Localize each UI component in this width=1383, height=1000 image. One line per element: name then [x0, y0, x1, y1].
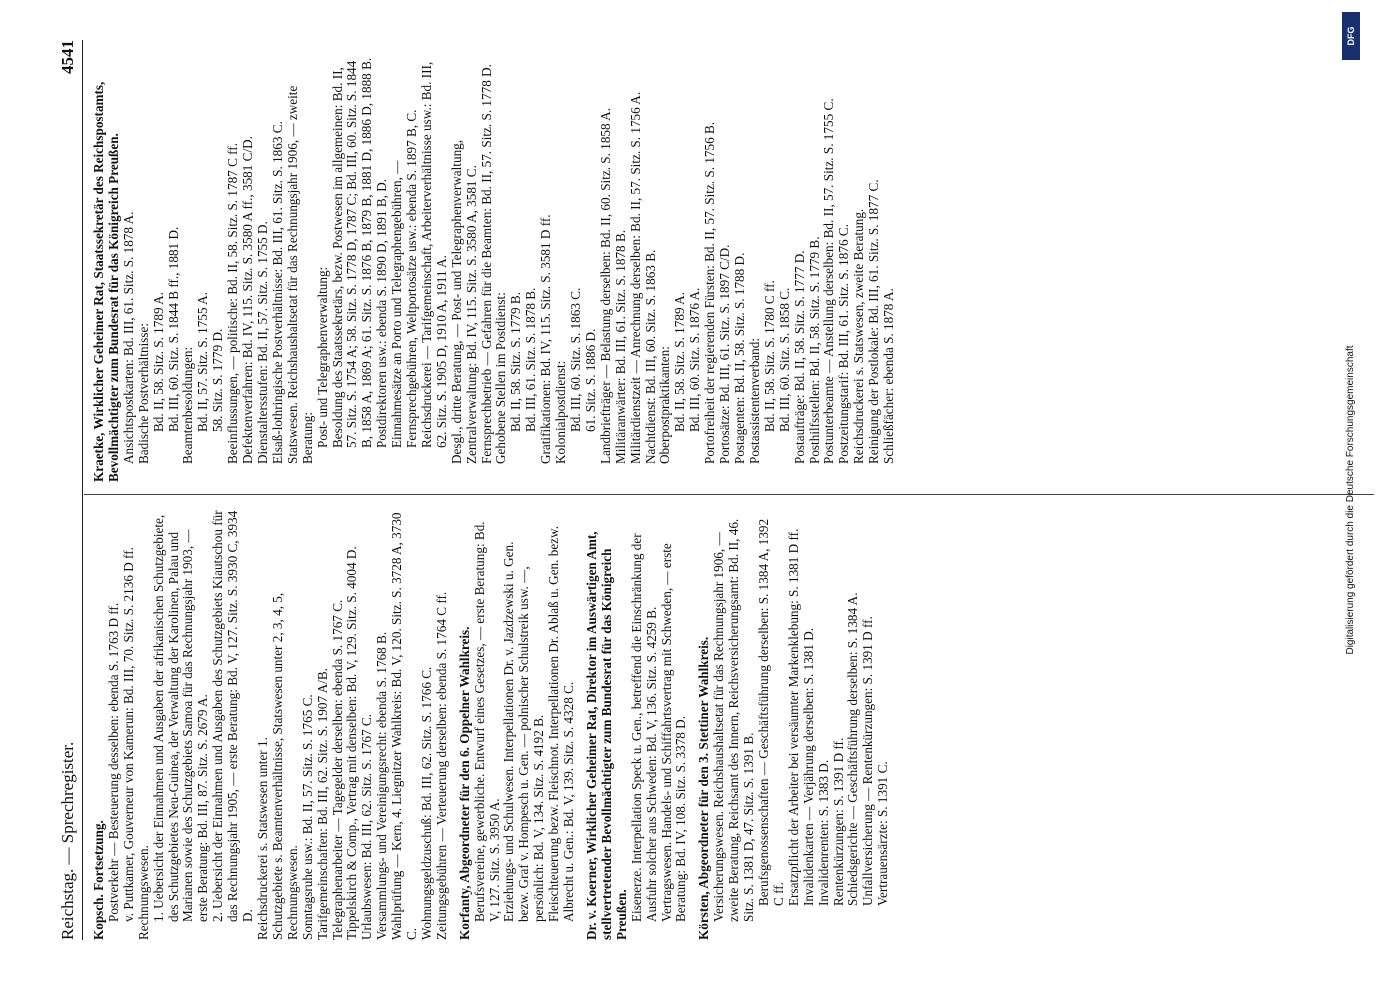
running-header: [58, 40, 84, 940]
index-entry: Wahlprüfung — Kern, 4. Liegnitzer Wahlkreis: Bd. V, 120. Sitz. S. 3728 A, 3730 C.: [389, 512, 420, 940]
index-entry: Bd. II, 57. Sitz. S. 1755 A.: [195, 292, 211, 432]
index-entry: Berufsgenossenschaften — Geschäftsführung derselben: S. 1384 A, 1392 C ff.: [755, 518, 786, 906]
index-entry: Postverkehr — Besteuerung desselben: ebenda S. 1763 D ff.: [105, 602, 121, 922]
index-entry: Bd. II, 58. Sitz. S. 1789 A.: [672, 292, 688, 432]
index-entry: Schließfächer: ebenda S. 1878 A.: [881, 288, 897, 464]
index-entry: Desgl., dritte Beratung, — Post- und Telegraphenverwaltung, Zentralverwaltung: Bd. IV, 115. Sitz. S. 3580 A, 3581 C.: [448, 139, 479, 464]
index-entry: Zeitungsgebühren — Verteuerung derselben: ebenda S. 1764 C ff.: [433, 591, 449, 940]
index-entry: Fleischteuerung bezw. Fleischnot. Interpellationen Dr. Ablaß u. Gen. bezw. Albrecht u. Gen.: Bd. V, 139. Sitz. S. 4328 C.: [546, 525, 577, 922]
header-title: Reichstag. — Sprechregister.: [58, 741, 77, 940]
index-entry: Fernsprechbetrieb — Gefahren für die Beamten: Bd. II, 57. Sitz. S. 1778 D.: [478, 64, 494, 464]
left-column: [92, 510, 891, 940]
index-entry: Ersatzpflicht der Arbeiter bei versäumter Markenklebung: S. 1381 D ff.: [785, 528, 801, 906]
index-entry: Bd. III, 60. Sitz. S. 1876 A.: [687, 287, 703, 432]
speaker-entry: Kopsch. Fortsetzung.: [91, 820, 106, 940]
index-entry: Rechnungswesen.: [135, 845, 151, 940]
index-entry: Beeinflussungen, — politische: Bd. II, 58. Sitz. S. 1787 C ff.: [225, 142, 241, 464]
index-entry: Postagenten: Bd. II, 58. Sitz. S. 1788 D.: [731, 252, 747, 464]
index-entry: Kolonialpostdienst:: [553, 360, 569, 464]
index-entry: Gehobene Stellen im Postdienst:: [493, 292, 509, 464]
column-divider: [84, 494, 1374, 495]
index-entry: 2. Uebersicht der Einnahmen und Ausgaben des Schutzgebiets Kiautschou für das Rechnungsjahr 1905, — erste Beratung: Bd. V, 127. Sitz. S. 3930 C, 3934 D.: [210, 510, 256, 922]
index-entry: Einnahmesätze an Porto und Telegraphengebühren, — Fernsprechgebühren, Weltportosätze usw.: ebenda S. 1897 B, C.: [389, 109, 420, 448]
index-entry: Besoldung des Staatssekretärs, bezw. Postwesen im allgemeinen: Bd. II, 57. Sitz. S. 1754 A; 58. Sitz. S. 1778 D, 1787 C; Bd. III, 60. Sitz. S. 1844 B, 1858 A, 1869 A; 61. Sitz. S. 1876 B, 1879 B, 1881 D, 1886 D, 1888 B.: [329, 57, 375, 448]
index-entry: Eisenerze. Interpellation Speck u. Gen., betreffend die Einschränkung der Ausfuhr solcher aus Schweden: Bd. V, 136. Sitz. S. 4259 B.: [628, 533, 659, 922]
index-entry: Schiedsgerichte — Geschäftsführung derselben: S. 1384 A.: [845, 592, 861, 906]
index-entry: Dienstaltersstufen: Bd. II, 57. Sitz. S. 1755 D.: [254, 221, 270, 464]
index-entry: Bd. III, 60. Sitz. S. 1863 C.: [568, 287, 583, 432]
index-entry: Gratifikationen: Bd. IV, 115. Sitz. S. 3581 D ff.: [538, 214, 554, 464]
index-entry: Wohnungsgeldzuschuß: Bd. III, 62. Sitz. S. 1766 C.: [418, 666, 434, 940]
index-entry: 58. Sitz. S. 1779 D.: [210, 328, 226, 432]
index-entry: Postzeitungstarif: Bd. III, 61. Sitz. S. 1876 C.: [836, 224, 852, 464]
index-entry: Vertragswesen. Handels- und Schiffahrtsvertrag mit Schweden, — erste Beratung: Bd. IV, 108. Sitz. S. 3378 D.: [658, 543, 689, 922]
index-entry: Schutzgebiete s. Beamtenverhältnisse, Statswesen unter 2, 3, 4, 5, Rechnungswesen.: [269, 592, 300, 940]
speaker-entry: Korfanty, Abgeordneter für den 6. Oppelner Wahlkreis.: [456, 626, 472, 940]
digitization-credit: Digitalisierung gefördert durch die Deutsche Forschungsgemeinschaft: [1345, 345, 1356, 655]
index-entry: Bd. II, 58. Sitz. S. 1789 A.: [150, 292, 166, 432]
index-entry: Defektenverfahren: Bd. IV, 115. Sitz. S. 3580 A ff., 3581 C/D.: [240, 136, 256, 464]
index-entry: Reichsdruckerei — Tarifgemeinschaft, Arbeiterverhältnisse usw.: Bd. III, 62. Sitz. S. 1905 D, 1910 A, 1911 A.: [418, 61, 449, 448]
index-entry: Invalidenkarten — Verjährung derselben: S. 1381 D.: [800, 627, 816, 906]
index-entry: Portosätze: Bd. III, 61. Sitz. S. 1897 C/D.: [717, 244, 733, 464]
index-entry: Bd. II, 58. Sitz. S. 1780 C ff.: [761, 280, 777, 432]
index-entry: 1. Uebersicht der Einnahmen und Ausgaben der afrikanischen Schutzgebiete, des Schutzgebietes Neu-Guinea, der Verwaltung der Karolinen, Palau und Marianen sowie des Schutzgebiets Samoa für das Rechnungsjahr 1903, — erste Beratung: Bd. III, 87. Sitz. S. 2679 A.: [150, 514, 211, 922]
speaker-entry: Kraetke, Wirklicher Geheimer Rat, Staatssekretär des Reichspostamts, Bevollmächtigter zum Bundesrat für das Königreich Preußen.: [91, 81, 121, 482]
index-entry: 61. Sitz. S. 1886 D.: [582, 328, 598, 432]
index-entry: Rentenkürzungen: S. 1391 D ff.: [830, 737, 846, 906]
index-entry: Beamtenbesoldungen:: [180, 346, 196, 464]
index-entry: Versicherungswesen. Reichshaushaltsetat für das Rechnungsjahr 1906, — zweite Beratung, Reichsamt des Innern, Reichsversicherungsamt: Bd. II, 46. Sitz. S. 1381 D, 47. Sitz. S. 1391 B.: [711, 518, 757, 922]
index-entry: Reinigung der Postlokale: Bd. III, 61. Sitz. S. 1877 C.: [866, 179, 882, 464]
index-entry: Tippelskirch & Comp., Vertrag mit denselben: Bd. V, 129. Sitz. S. 4004 D.: [344, 546, 360, 940]
speaker-entry: Dr. v. Koerner, Wirklicher Geheimer Rat, Direktor im Auswärtigen Amt, stellvertretender Bevollmächtigter zum Bundesrat für das Königreich Preußen.: [584, 531, 629, 940]
index-entry: v. Puttkamer, Gouverneur von Kamerun: Bd. III, 70. Sitz. S. 2136 D ff.: [120, 547, 136, 922]
dfg-logo: DFG: [1342, 12, 1360, 60]
index-entry: Urlaubswesen: Bd. III, 62. Sitz. S. 1767 C.: [359, 713, 375, 940]
index-entry: Badische Postverhältnisse:: [135, 322, 151, 464]
index-entry: Postaufträge: Bd. II, 58. Sitz. S. 1777 D.: [791, 250, 807, 464]
index-entry: Erziehungs- und Schulwesen. Interpellationen Dr. v. Jazdzewski u. Gen. bezw. Graf v. Hompesch u. Gen. — polnischer Schulstreik usw. —, persönlich: Bd. V, 134. Sitz. S. 4192 B.: [501, 541, 547, 922]
index-entry: Postunterbeamte — Anstellung derselben: Bd. II, 57. Sitz. S. 1755 C.: [821, 98, 837, 464]
index-entry: Invalidenrenten: S. 1383 D.: [815, 759, 831, 906]
index-entry: Vertrauensärzte: S. 1391 C.: [875, 761, 891, 906]
index-entry: Versammlungs- und Vereinigungsrecht: ebenda S. 1768 B.: [374, 631, 390, 940]
index-entry: Bd. III, 61. Sitz. S. 1878 B.: [523, 287, 539, 432]
index-entry: Unfallversicherung — Rentenkürzungen: S. 1391 D ff.: [860, 616, 876, 906]
index-entry: Landbriefträger — Belastung derselben: Bd. II, 60. Sitz. S. 1858 A.: [597, 108, 613, 464]
header-rule: [82, 40, 83, 940]
index-entry: Reichsdruckerei s. Statswesen unter 1.: [254, 737, 270, 940]
index-entry: Ansichtspostkarten: Bd. III, 61. Sitz. S. 1878 A.: [120, 211, 136, 464]
index-entry: Bd. III, 60. Sitz. S. 1858 C.: [776, 287, 792, 432]
index-entry: Militäranwärter: Bd. III, 61. Sitz. S. 1878 B.: [612, 229, 628, 464]
index-entry: Bd. III, 60. Sitz. S. 1844 B ff., 1881 D.: [165, 226, 181, 432]
index-entry: Post- und Telegraphenverwaltung:: [314, 266, 330, 448]
index-entry: Oberpostpraktikanten:: [657, 346, 673, 464]
right-column: [92, 52, 897, 482]
index-entry: Elsaß-lothringische Postverhältnisse: Bd. III, 61. Sitz. S. 1863 C.: [269, 121, 285, 464]
index-entry: Nachtdienst: Bd. III, 60. Sitz. S. 1863 B.: [642, 249, 658, 464]
index-entry: Postassistentenverband:: [746, 338, 762, 464]
index-entry: Tarifgemeinschaften: Bd. III, 62. Sitz. S. 1907 A/B.: [314, 668, 330, 940]
index-entry: Posthilfsstellen: Bd. II, 58. Sitz. S. 1779 B.: [806, 236, 822, 464]
index-entry: Portofreiheit der regierenden Fürsten: Bd. II, 57. Sitz. S. 1756 B.: [702, 121, 718, 464]
index-entry: Bd. II, 58. Sitz. S. 1779 B.: [508, 292, 524, 432]
page-number: 4541: [58, 40, 77, 74]
speaker-entry: Körsten, Abgeordneter für den 3. Stettiner Wahlkreis.: [696, 636, 712, 940]
index-entry: Postdirektoren usw.: ebenda S. 1890 D, 1891 B, D.: [374, 178, 390, 448]
index-entry: Reichsdruckerei s. Statswesen, zweite Beratung.: [851, 208, 867, 464]
index-entry: Berufsvereine, gewerbliche. Entwurf eines Gesetzes, — erste Beratung: Bd. V, 127. Sitz. S. 3950 A.: [471, 521, 502, 922]
index-entry: Statswesen. Reichshaushaltsetat für das Rechnungsjahr 1906, — zweite Beratung:: [284, 85, 315, 464]
index-entry: Telegraphenarbeiter — Tagegelder derselben: ebenda S. 1767 C.: [329, 599, 345, 940]
index-entry: Militärdienstzeit — Anrechnung derselben: Bd. II, 57. Sitz. S. 1756 A.: [627, 91, 643, 464]
index-entry: Sonntagsruhe usw.: Bd. II, 57. Sitz. S. 1765 C.: [299, 694, 315, 940]
